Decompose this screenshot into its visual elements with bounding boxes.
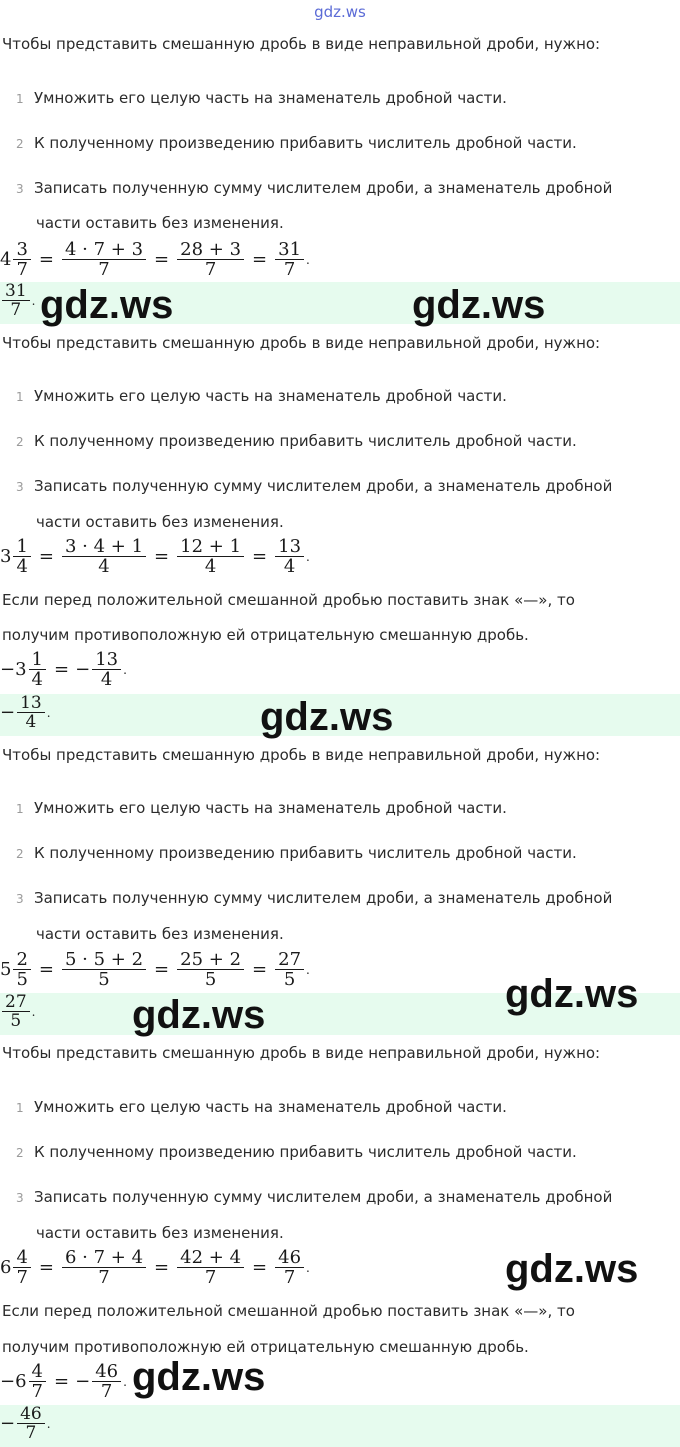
step-text: К полученному произведению прибавить числитель дробной части. [34,134,577,152]
step-text: Записать полученную сумму числителем дроби, а знаменатель дробной [34,477,613,495]
answer-fraction [2,282,30,319]
step-2 [16,431,577,452]
period: . [46,705,51,720]
denominator: 7 [204,1267,217,1288]
negative-equation-1 [0,650,127,689]
step-number: 2 [16,435,24,449]
denominator: 4 [31,669,43,690]
equals-sign: = [38,1257,54,1278]
period: . [31,1004,36,1019]
step-3-continuation: части оставить без изменения. [36,1224,284,1242]
step-number: 1 [16,92,24,106]
step-text: Записать полученную сумму числителем дроби, а знаменатель дробной [34,179,613,197]
fraction [13,537,30,576]
numerator: 13 [275,537,304,557]
fraction [275,950,304,989]
equals-sign: = [154,546,170,567]
answer-fraction [17,1405,45,1442]
answer-fraction [2,993,30,1030]
step-number: 2 [16,847,24,861]
answer-fraction [17,694,45,731]
step-3 [16,1187,612,1208]
step-text: Умножить его целую часть на знаменатель дробной части. [34,799,507,817]
step-3 [16,888,612,909]
equals-sign: = [54,1371,70,1392]
equals-sign: = [252,249,268,270]
numerator: 3 · 4 + 1 [62,537,146,557]
numerator: 13 [17,694,45,713]
minus-sign: − [0,1413,16,1434]
fraction [29,650,46,689]
answer-1 [0,282,35,319]
step-3-continuation: части оставить без изменения. [36,214,284,232]
equals-sign: = [38,546,54,567]
period: . [31,293,36,308]
equals-sign: = [252,546,268,567]
numerator: 5 · 5 + 2 [62,950,146,970]
equals-sign: = [154,1257,170,1278]
step-3-continuation: части оставить без изменения. [36,925,284,943]
denominator: 7 [98,1267,110,1288]
step-number: 1 [16,1101,24,1115]
answer-2 [0,694,51,731]
step-3 [16,476,612,497]
denominator: 4 [98,556,110,577]
step-number: 2 [16,1146,24,1160]
fraction [177,1248,244,1287]
numerator: 46 [275,1248,304,1268]
denominator: 5 [204,969,217,990]
denominator: 5 [283,969,296,990]
period: . [123,662,127,677]
negation-rule-line-2: получим противоположную ей отрицательную смешанную дробь. [2,1338,529,1356]
denominator: 7 [98,259,110,280]
numerator: 4 [29,1362,46,1382]
period: . [306,962,310,977]
equals-sign: = [154,959,170,980]
intro-text: Чтобы представить смешанную дробь в виде неправильной дроби, нужно: [2,746,601,764]
watermark: gdz.ws [40,283,174,327]
equation-1 [0,240,310,279]
step-text: Умножить его целую часть на знаменатель дробной части. [34,89,507,107]
denominator: 7 [16,1267,28,1288]
denominator: 7 [204,259,217,280]
step-number: 3 [16,182,24,196]
equals-sign: = [38,249,54,270]
step-number: 1 [16,390,24,404]
denominator: 7 [25,1423,37,1443]
fraction [177,537,244,576]
denominator: 4 [16,556,28,577]
step-number: 2 [16,137,24,151]
step-number: 3 [16,480,24,494]
numerator: 12 + 1 [177,537,244,557]
equals-sign: = [252,1257,268,1278]
numerator: 27 [275,950,304,970]
watermark: gdz.ws [132,993,266,1037]
fraction [177,950,244,989]
period: . [306,1260,310,1275]
denominator: 7 [283,1267,296,1288]
negation-rule-line-1: Если перед положительной смешанной дробью поставить знак «—», то [2,591,575,609]
equals-sign: = [154,249,170,270]
minus-sign: − [0,702,16,723]
watermark: gdz.ws [412,283,546,327]
step-text: Записать полученную сумму числителем дроби, а знаменатель дробной [34,889,613,907]
numerator: 3 [13,240,30,260]
denominator: 4 [283,556,296,577]
watermark: gdz.ws [505,1247,639,1291]
intro-text: Чтобы представить смешанную дробь в виде неправильной дроби, нужно: [2,334,601,352]
numerator: 31 [275,240,304,260]
numerator: 4 · 7 + 3 [62,240,146,260]
watermark: gdz.ws [505,972,639,1016]
numerator: 31 [2,282,30,301]
numerator: 28 + 3 [177,240,244,260]
denominator: 4 [100,669,113,690]
fraction [275,1248,304,1287]
equals-sign: = [54,659,70,680]
watermark: gdz.ws [260,695,394,739]
step-3 [16,178,612,199]
fraction [29,1362,46,1401]
numerator: 25 + 2 [177,950,244,970]
denominator: 5 [10,1011,22,1031]
denominator: 7 [100,1381,113,1402]
fraction [177,240,244,279]
minus-sign: − [75,659,91,680]
whole-part: 3 [0,546,12,567]
step-1 [16,386,507,407]
negation-rule-line-2: получим противоположную ей отрицательную смешанную дробь. [2,626,529,644]
numerator: 4 [13,1248,30,1268]
step-1 [16,88,507,109]
step-3-continuation: части оставить без изменения. [36,513,284,531]
step-1 [16,1097,507,1118]
numerator: 27 [2,993,30,1012]
intro-text: Чтобы представить смешанную дробь в виде неправильной дроби, нужно: [2,1044,601,1062]
step-2 [16,133,577,154]
denominator: 7 [10,300,22,320]
step-number: 3 [16,892,24,906]
denominator: 7 [31,1381,43,1402]
equals-sign: = [252,959,268,980]
fraction [13,240,30,279]
numerator: 46 [17,1405,45,1424]
numerator: 42 + 4 [177,1248,244,1268]
numerator: 2 [13,950,30,970]
answer-band [0,1405,680,1447]
step-1 [16,798,507,819]
whole-part: 4 [0,249,12,270]
minus-sign: − [75,1371,91,1392]
fraction [275,537,304,576]
intro-text: Чтобы представить смешанную дробь в виде неправильной дроби, нужно: [2,35,601,53]
period: . [306,252,310,267]
period: . [123,1374,127,1389]
denominator: 7 [16,259,28,280]
equation-2 [0,537,310,576]
fraction [62,240,146,279]
step-2 [16,843,577,864]
whole-part: 6 [0,1257,12,1278]
step-text: Записать полученную сумму числителем дроби, а знаменатель дробной [34,1188,613,1206]
fraction [275,240,304,279]
denominator: 4 [25,712,37,732]
fraction [13,1248,30,1287]
answer-3 [0,993,35,1030]
numerator: 1 [29,650,46,670]
watermark: gdz.ws [132,1355,266,1399]
whole-part: −6 [0,1371,27,1392]
fraction [92,1362,121,1401]
fraction [13,950,30,989]
numerator: 46 [92,1362,121,1382]
step-text: К полученному произведению прибавить числитель дробной части. [34,432,577,450]
denominator: 5 [98,969,110,990]
denominator: 5 [16,969,28,990]
step-text: К полученному произведению прибавить числитель дробной части. [34,844,577,862]
fraction [62,537,146,576]
period: . [306,549,310,564]
whole-part: −3 [0,659,27,680]
header-watermark: gdz.ws [314,3,366,21]
denominator: 4 [204,556,217,577]
step-number: 1 [16,802,24,816]
fraction [92,650,121,689]
step-number: 3 [16,1191,24,1205]
equals-sign: = [38,959,54,980]
step-text: Умножить его целую часть на знаменатель дробной части. [34,1098,507,1116]
equation-3 [0,950,310,989]
answer-4 [0,1405,51,1442]
period: . [46,1416,51,1431]
negative-equation-2 [0,1362,127,1401]
step-2 [16,1142,577,1163]
numerator: 13 [92,650,121,670]
numerator: 6 · 7 + 4 [62,1248,146,1268]
equation-4 [0,1248,310,1287]
fraction [62,1248,146,1287]
denominator: 7 [283,259,296,280]
numerator: 1 [13,537,30,557]
fraction [62,950,146,989]
step-text: Умножить его целую часть на знаменатель дробной части. [34,387,507,405]
negation-rule-line-1: Если перед положительной смешанной дробью поставить знак «—», то [2,1302,575,1320]
step-text: К полученному произведению прибавить числитель дробной части. [34,1143,577,1161]
whole-part: 5 [0,959,12,980]
